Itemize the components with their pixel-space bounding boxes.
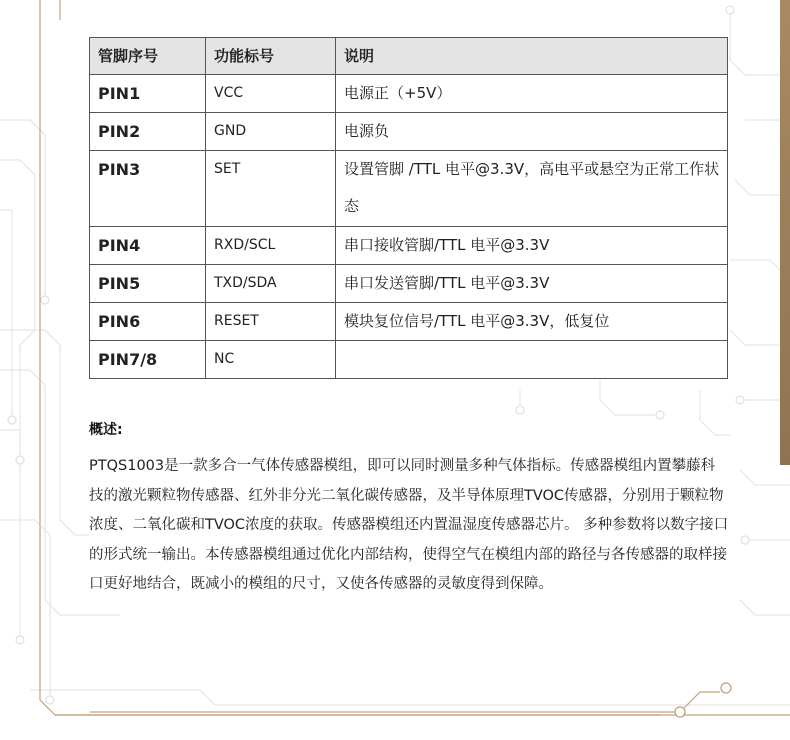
description-cell: 电源正（+5V） — [336, 75, 728, 113]
pin-cell: PIN4 — [90, 227, 206, 265]
description-cell: 设置管脚 /TTL 电平@3.3V，高电平或悬空为正常工作状态 — [336, 151, 728, 227]
description-cell — [336, 341, 728, 379]
pin-cell: PIN1 — [90, 75, 206, 113]
function-cell: TXD/SDA — [206, 265, 336, 303]
table-row — [90, 303, 728, 341]
table-row — [90, 113, 728, 151]
overview-paragraph: PTQS1003是一款多合一气体传感器模组，即可以同时测量多种气体指标。传感器模组内置攀藤科技的激光颗粒物传感器、红外非分光二氧化碳传感器，及半导体原理TVOC传感器，分别用于颗粒物浓度、二氧化碳和TVOC浓度的获取。传感器模组还内置温湿度传感器芯片。 多种参数将以数字接口的形式统一输出。本传感器模组通过优化内部结构，使得空气在模组内部的路径与各传感器的取样接口更好地结合，既减小的模组的尺寸，又使各传感器的灵敏度得到保障。 — [89, 458, 729, 593]
pin-table — [89, 37, 728, 379]
table-row — [90, 227, 728, 265]
function-cell: NC — [206, 341, 336, 379]
pin-cell: PIN2 — [90, 113, 206, 151]
description-cell: 串口发送管脚/TTL 电平@3.3V — [336, 265, 728, 303]
table-row — [90, 265, 728, 303]
header-function-label: 功能标号 — [206, 38, 336, 75]
function-cell: RESET — [206, 303, 336, 341]
function-cell: GND — [206, 113, 336, 151]
table-row — [90, 341, 728, 379]
pin-cell: PIN6 — [90, 303, 206, 341]
header-description: 说明 — [336, 38, 728, 75]
pin-cell: PIN3 — [90, 151, 206, 227]
gold-accent-bar — [780, 0, 790, 465]
description-cell: 模块复位信号/TTL 电平@3.3V，低复位 — [336, 303, 728, 341]
table-header-row — [90, 38, 728, 75]
pin-cell: PIN5 — [90, 265, 206, 303]
function-cell: SET — [206, 151, 336, 227]
pin-cell: PIN7/8 — [90, 341, 206, 379]
function-cell: VCC — [206, 75, 336, 113]
overview-heading: 概述: — [89, 422, 123, 438]
header-pin-number: 管脚序号 — [90, 38, 206, 75]
table-row — [90, 151, 728, 227]
table-row — [90, 75, 728, 113]
function-cell: RXD/SCL — [206, 227, 336, 265]
description-cell: 串口接收管脚/TTL 电平@3.3V — [336, 227, 728, 265]
description-cell: 电源负 — [336, 113, 728, 151]
